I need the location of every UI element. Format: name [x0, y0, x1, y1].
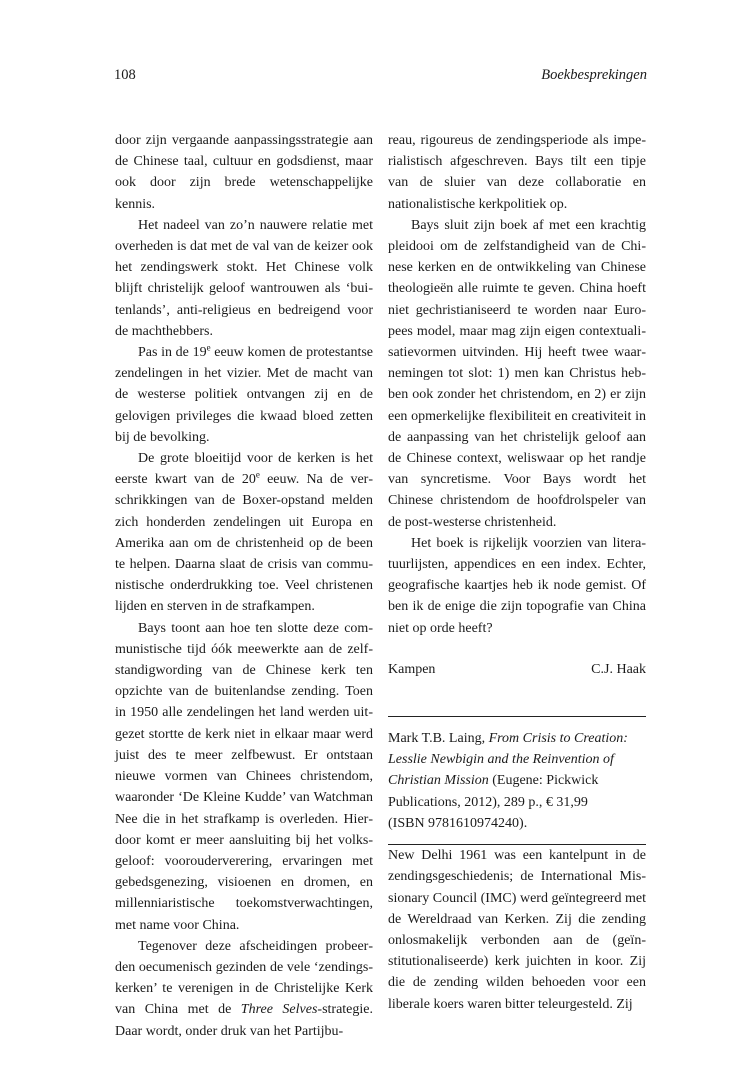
paragraph — [115, 342, 373, 448]
paragraph — [115, 936, 373, 1042]
paragraph: Het nadeel van zo’n nauwere relatie met overheden is dat met de val van de keizer ook het zendingswerk stokt. Het Chinese volk blijft christelijk geloof wantrouwen als ‘buitenlands’, anti-religieus en bedreigend voor de machthebbers. — [115, 217, 373, 339]
paragraph: Bays toont aan hoe ten slotte deze communistische tijd óók meewerkte aan de zelfstandigwording van de Chinese kerk ten opzichte van de buitenlandse zending. Toen in 1950 alle zendelingen het land werden uitgezet stortte de kerk niet in elkaar maar werd juist des te meer zelfbewust. Er ontstaan nieuwe vormen van Chinees christendom, waaronder ‘De Kleine Kudde’ van Watchman Nee die in het strafkamp is overleden. Hierdoor komt er meer aansluiting bij het volksgeloof: voorouderverering, ervaringen met gebedsgenezing, visioenen en dromen, en millenniaristische toekomstverwachtingen, met name voor China. — [115, 620, 373, 933]
citation-title: From Crisis to Creation: Lesslie Newbigin and the Reinvention of Christian Mission — [388, 731, 628, 789]
left-column — [115, 130, 373, 1042]
text-run: eeuw komen de protestantse zendelingen in het vizier. Met de macht van de westerse politiek ontvangen zij en de gelovigen privileges die kwaad bloed zetten bij de bevolking. — [115, 345, 373, 445]
superscript: e — [255, 469, 260, 480]
page-number: 108 — [114, 67, 136, 83]
citation-author: Mark T.B. Laing, — [388, 731, 489, 747]
citation-text — [388, 728, 646, 834]
signoff-place: Kampen — [388, 661, 436, 677]
book-citation — [388, 717, 646, 834]
emphasis: Three Selves — [240, 1002, 318, 1018]
review-signoff — [388, 659, 646, 680]
text-run: -strategie. Daar wordt, onder druk van het Partijbu- — [115, 1002, 373, 1039]
text-run: De grote bloeitijd voor de kerken is het eerste kwart van de 20 — [115, 451, 373, 488]
text-run: Tegenover deze afscheidingen probeerden oecumenisch gezinden de vele ‘zendingskerken’ te verenigen in de Christelijke Kerk van China met de — [115, 938, 373, 1018]
right-column — [388, 130, 646, 1015]
superscript: e — [206, 342, 211, 353]
paragraph: door zijn vergaande aanpassingsstrategie aan de Chinese taal, cultuur en godsdienst, maar ook door zijn brede wetenschappelijke kennis. — [115, 133, 373, 212]
paragraph — [115, 448, 373, 618]
text-run: Pas in de 19 — [138, 345, 207, 361]
paragraph: reau, rigoureus de zendingsperiode als imperialistisch afgeschreven. Bays tilt een tipje van de sluier van deze collaboratie en nationalistische kerkpolitiek op. — [388, 133, 646, 212]
running-head: Boekbesprekingen — [541, 67, 647, 83]
text-run: eeuw. Na de verschrikkingen van de Boxer-opstand melden zich honderden zendelingen uit Europa en Amerika aan om de christenheid op de been te helpen. Daarna slaat de crisis van communistische onderdrukking toe. Veel christenen lijden en sterven in de strafkampen. — [115, 472, 373, 615]
citation-isbn: (ISBN 9781610974240). — [388, 815, 528, 831]
paragraph: New Delhi 1961 was een kantelpunt in de zendingsgeschiedenis; de International Missionary Council (IMC) werd geïntegreerd met de Wereldraad van Kerken. Zij die zending onlosmakelijk verbonden aan de (geïnstitutionaliseerde) kerk juichten in koor. Zij die de zending wilden behoeden voor een liberale koers waren bitter teleurgesteld. Zij — [388, 848, 646, 1012]
paragraph: Bays sluit zijn boek af met een krachtig pleidooi om de zelfstandigheid van de Chinese kerken en de ontwikkeling van Chinese theologieën alle ruimte te geven. China hoeft niet gechristianiseerd te worden naar Europees model, maar mag zijn eigen contextualisatievormen uitvinden. Hij heeft twee waarnemingen tot slot: 1) men kan Christus hebben ook zonder het christendom, en 2) er zijn een opmerkelijke flexibiliteit en creativiteit in de aanpassing van het christelijk geloof aan de Chinese context, weliswaar op het randje van syncretisme. Voor Bays wordt het Chinese christendom de hoofdrolspeler van de post-westerse christenheid. — [388, 217, 646, 530]
signoff-author: C.J. Haak — [591, 661, 646, 677]
citation-publication: (Eugene: Pickwick Publications, 2012), 289 p., € 31,99 — [388, 773, 599, 810]
paragraph: Het boek is rijkelijk voorzien van literatuurlijsten, appendices en een index. Echter, geografische kaartjes heb ik node gemist. Of ben ik de enige die zijn topografie van China niet op orde heeft? — [388, 535, 646, 636]
